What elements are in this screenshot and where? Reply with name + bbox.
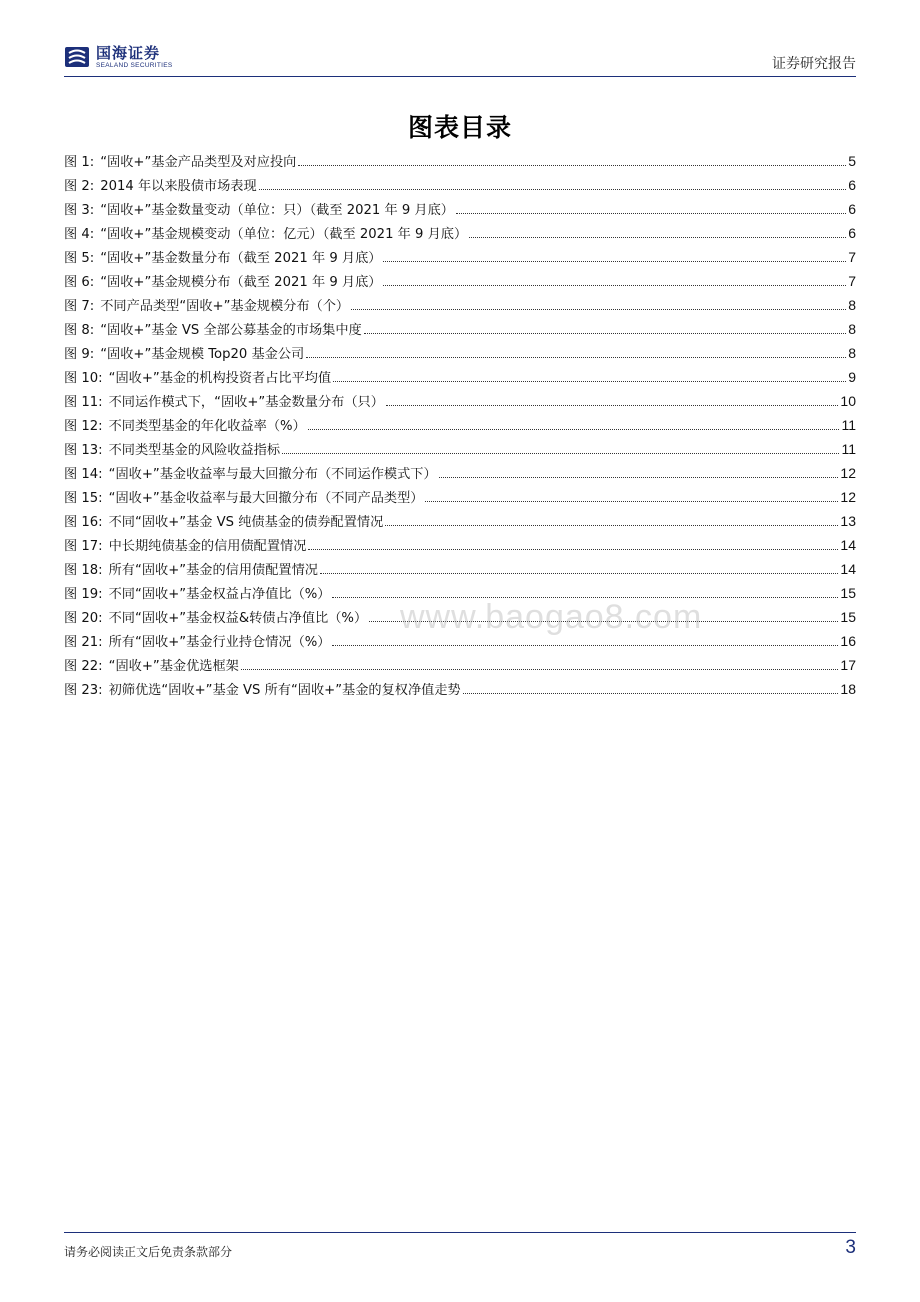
- report-type-label: 证券研究报告: [772, 56, 856, 72]
- figure-page-number: 14: [840, 561, 856, 577]
- figure-caption: 不同“固收+”基金权益&转债占净值比（%）: [108, 611, 368, 626]
- disclaimer-note: 请务必阅读正文后免责条款部分: [64, 1245, 233, 1259]
- figure-page-number: 9: [848, 369, 856, 385]
- figure-number: 图 23:: [64, 683, 103, 698]
- toc-entry[interactable]: [64, 199, 856, 223]
- figure-caption: “固收+”基金的机构投资者占比平均值: [108, 371, 332, 386]
- figure-number: 图 9:: [64, 347, 95, 362]
- figure-number: 图 17:: [64, 539, 103, 554]
- figure-number: 图 22:: [64, 659, 103, 674]
- dot-leader: [425, 501, 838, 502]
- figure-page-number: 11: [841, 441, 856, 457]
- dot-leader: [383, 261, 846, 262]
- footer-divider: [64, 1232, 856, 1233]
- figure-page-number: 18: [840, 681, 856, 697]
- figure-page-number: 7: [848, 273, 856, 289]
- figure-number: 图 14:: [64, 467, 103, 482]
- figure-caption: “固收+”基金收益率与最大回撤分布（不同运作模式下）: [108, 467, 437, 482]
- figure-caption: 不同类型基金的年化收益率（%）: [108, 419, 306, 434]
- figure-number: 图 6:: [64, 275, 95, 290]
- figure-caption: 中长期纯债基金的信用债配置情况: [108, 539, 307, 554]
- toc-entry[interactable]: [64, 535, 856, 559]
- watermark: www.baogao8.com: [400, 598, 703, 636]
- figure-number: 图 13:: [64, 443, 103, 458]
- logo-english-name: SEALAND SECURITIES: [96, 61, 173, 69]
- toc-entry[interactable]: [64, 367, 856, 391]
- figure-number: 图 5:: [64, 251, 95, 266]
- dot-leader: [333, 381, 846, 382]
- toc-entry[interactable]: [64, 343, 856, 367]
- sealand-logo-icon: [64, 44, 90, 70]
- figure-number: 图 8:: [64, 323, 95, 338]
- toc-entry[interactable]: [64, 247, 856, 271]
- figure-page-number: 12: [840, 465, 856, 481]
- figure-number: 图 4:: [64, 227, 95, 242]
- toc-entry[interactable]: [64, 151, 856, 175]
- figure-caption: “固收+”基金规模 Top20 基金公司: [100, 347, 305, 362]
- figure-page-number: 10: [840, 393, 856, 409]
- figure-caption: 所有“固收+”基金的信用债配置情况: [108, 563, 318, 578]
- toc-entry[interactable]: [64, 463, 856, 487]
- dot-leader: [320, 573, 838, 574]
- page-title: 图表目录: [407, 113, 512, 142]
- dot-leader: [456, 213, 846, 214]
- toc-entry[interactable]: [64, 415, 856, 439]
- figure-page-number: 7: [848, 249, 856, 265]
- figure-page-number: 6: [848, 201, 856, 217]
- figure-number: 图 12:: [64, 419, 103, 434]
- toc-entry[interactable]: [64, 175, 856, 199]
- toc-entry[interactable]: [64, 391, 856, 415]
- toc-entry[interactable]: [64, 679, 856, 703]
- toc-entry[interactable]: [64, 487, 856, 511]
- dot-leader: [298, 165, 846, 166]
- figure-caption: 不同“固收+”基金权益占净值比（%）: [108, 587, 331, 602]
- figure-caption: “固收+”基金收益率与最大回撤分布（不同产品类型）: [108, 491, 424, 506]
- header-divider: [64, 76, 856, 77]
- figure-caption: 不同产品类型“固收+”基金规模分布（个）: [100, 299, 350, 314]
- figure-number: 图 18:: [64, 563, 103, 578]
- dot-leader: [386, 405, 839, 406]
- figure-page-number: 5: [848, 153, 856, 169]
- dot-leader: [308, 429, 840, 430]
- figure-number: 图 20:: [64, 611, 103, 626]
- figure-caption: “固收+”基金数量分布（截至 2021 年 9 月底）: [100, 251, 382, 266]
- figure-number: 图 16:: [64, 515, 103, 530]
- dot-leader: [439, 477, 839, 478]
- company-logo: [64, 44, 173, 70]
- figure-number: 图 10:: [64, 371, 103, 386]
- dot-leader: [383, 285, 846, 286]
- dot-leader: [241, 669, 839, 670]
- figure-page-number: 16: [840, 633, 856, 649]
- toc-entry[interactable]: [64, 295, 856, 319]
- dot-leader: [469, 237, 846, 238]
- figure-caption: 不同“固收+”基金 VS 纯债基金的债券配置情况: [108, 515, 384, 530]
- dot-leader: [308, 549, 838, 550]
- figure-page-number: 6: [848, 225, 856, 241]
- figure-caption: 不同类型基金的风险收益指标: [108, 443, 281, 458]
- dot-leader: [306, 357, 846, 358]
- toc-entry[interactable]: [64, 319, 856, 343]
- figure-page-number: 14: [840, 537, 856, 553]
- figure-caption: 所有“固收+”基金行业持仓情况（%）: [108, 635, 331, 650]
- logo-chinese-name: 国海证券: [96, 43, 161, 62]
- dot-leader: [282, 453, 839, 454]
- figure-caption: 不同运作模式下，“固收+”基金数量分布（只）: [108, 395, 384, 410]
- dot-leader: [259, 189, 847, 190]
- figure-number: 图 7:: [64, 299, 95, 314]
- page-number: 3: [845, 1237, 856, 1258]
- toc-entry[interactable]: [64, 223, 856, 247]
- toc-entry[interactable]: [64, 655, 856, 679]
- toc-entry[interactable]: [64, 271, 856, 295]
- dot-leader: [385, 525, 838, 526]
- figure-page-number: 12: [840, 489, 856, 505]
- figure-number: 图 19:: [64, 587, 103, 602]
- page-header: [64, 40, 856, 76]
- figure-number: 图 3:: [64, 203, 95, 218]
- figure-number: 图 1:: [64, 155, 95, 170]
- figure-page-number: 8: [848, 345, 856, 361]
- dot-leader: [332, 645, 838, 646]
- figure-page-number: 6: [848, 177, 856, 193]
- figure-number: 图 15:: [64, 491, 103, 506]
- figure-number: 图 21:: [64, 635, 103, 650]
- figure-caption: 初筛优选“固收+”基金 VS 所有“固收+”基金的复权净值走势: [108, 683, 461, 698]
- figure-page-number: 15: [840, 585, 856, 601]
- toc-entry[interactable]: [64, 511, 856, 535]
- figure-caption: “固收+”基金 VS 全部公募基金的市场集中度: [100, 323, 362, 338]
- figure-caption: “固收+”基金规模变动（单位：亿元）（截至 2021 年 9 月底）: [100, 227, 468, 242]
- figure-page-number: 15: [840, 609, 856, 625]
- figure-caption: “固收+”基金优选框架: [108, 659, 239, 674]
- figure-number: 图 11:: [64, 395, 103, 410]
- figure-number: 图 2:: [64, 179, 95, 194]
- figure-page-number: 17: [840, 657, 856, 673]
- figure-caption: 2014 年以来股债市场表现: [100, 179, 257, 194]
- figure-page-number: 8: [848, 297, 856, 313]
- dot-leader: [351, 309, 846, 310]
- figure-page-number: 8: [848, 321, 856, 337]
- toc-entry[interactable]: [64, 439, 856, 463]
- figure-caption: “固收+”基金数量变动（单位：只）（截至 2021 年 9 月底）: [100, 203, 454, 218]
- figure-caption: “固收+”基金规模分布（截至 2021 年 9 月底）: [100, 275, 382, 290]
- figure-page-number: 13: [840, 513, 856, 529]
- dot-leader: [364, 333, 846, 334]
- figure-caption: “固收+”基金产品类型及对应投向: [100, 155, 297, 170]
- dot-leader: [463, 693, 839, 694]
- toc-entry[interactable]: [64, 559, 856, 583]
- figure-page-number: 11: [841, 417, 856, 433]
